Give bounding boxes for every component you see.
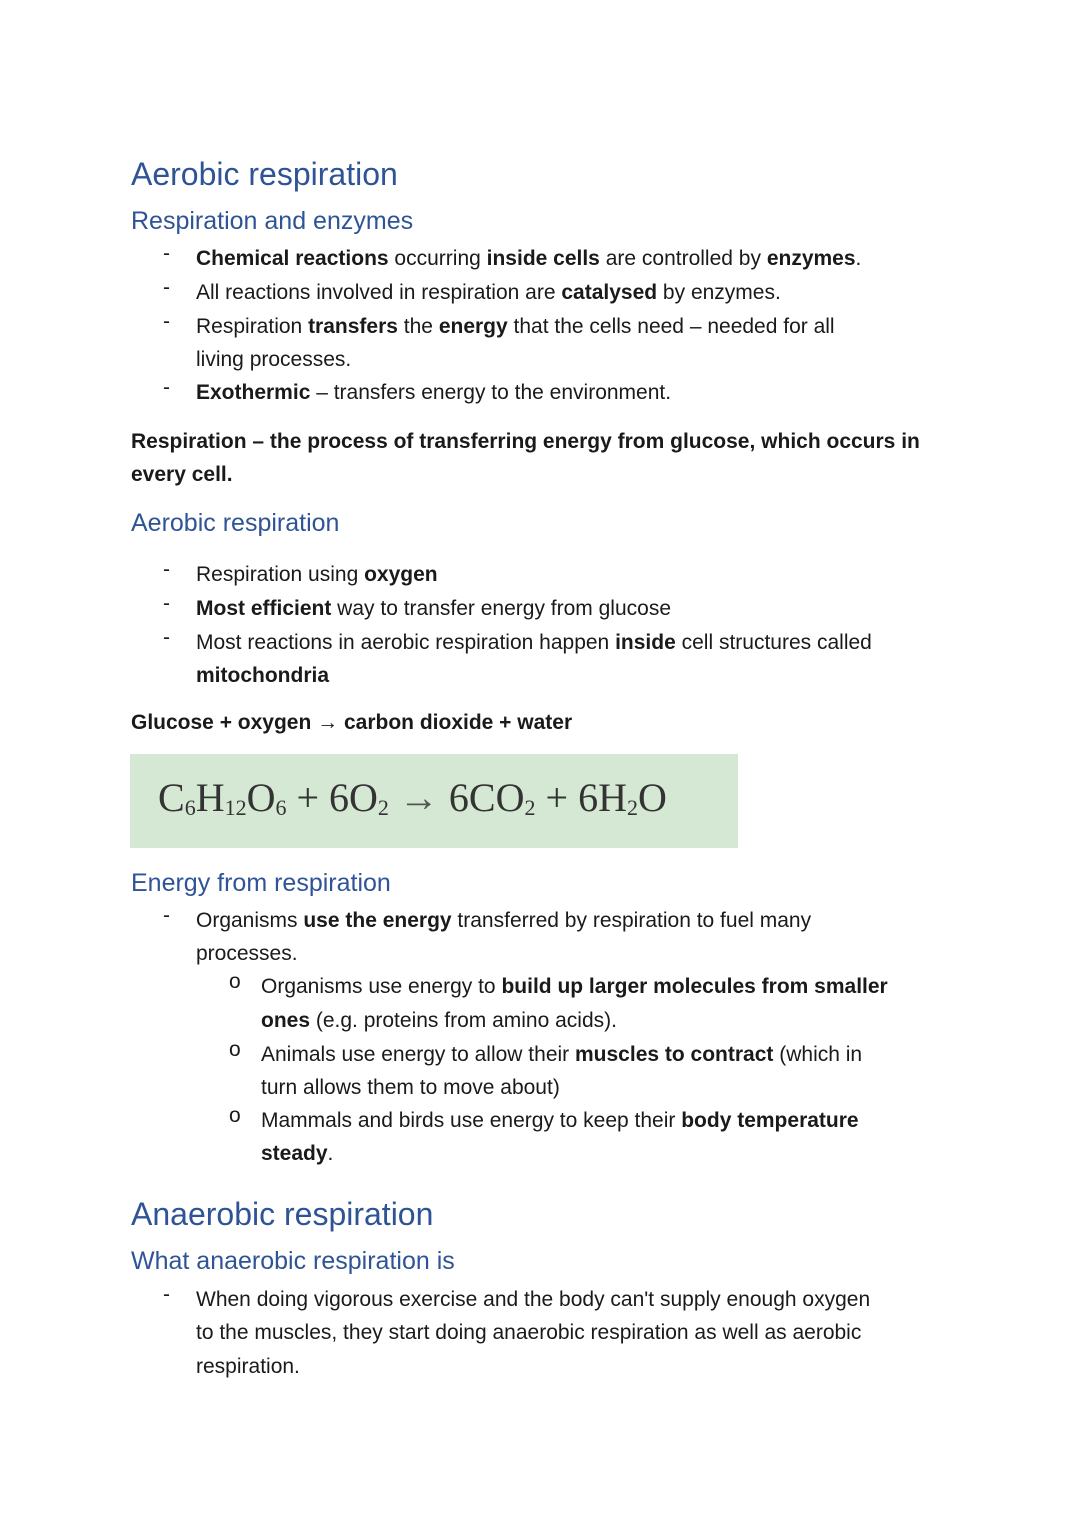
word-equation: Glucose + oxygen → carbon dioxide + water xyxy=(131,711,573,734)
heading-anaerobic-respiration: Anaerobic respiration xyxy=(131,1196,434,1232)
bullet-dash: - xyxy=(163,376,170,399)
sub-bullet-circle: o xyxy=(229,1104,241,1127)
bullet-dash: - xyxy=(163,276,170,299)
bullet-anaerobic-1-cont: to the muscles, they start doing anaerobic respiration as well as aerobic xyxy=(196,1321,862,1344)
subheading-respiration-enzymes: Respiration and enzymes xyxy=(131,207,414,235)
bullet-dash: - xyxy=(163,1283,170,1306)
chemical-equation-box xyxy=(130,754,738,848)
bullet-enzymes-4: Exothermic – transfers energy to the environment. xyxy=(196,381,672,404)
bullet-anaerobic-1: When doing vigorous exercise and the body can't supply enough oxygen xyxy=(196,1288,871,1311)
bullet-aerobic-2: Most efficient way to transfer energy from glucose xyxy=(196,597,671,620)
sub-bullet-energy-1-cont: ones (e.g. proteins from amino acids). xyxy=(261,1009,617,1032)
subheading-energy-from-respiration: Energy from respiration xyxy=(131,869,391,897)
sub-bullet-energy-3: Mammals and birds use energy to keep their body temperature xyxy=(261,1109,859,1132)
sub-bullet-energy-1: Organisms use energy to build up larger molecules from smaller xyxy=(261,975,888,998)
bullet-aerobic-3: Most reactions in aerobic respiration happen inside cell structures called xyxy=(196,631,872,654)
definition-line-1: Respiration – the process of transferring energy from glucose, which occurs in xyxy=(131,430,920,453)
bullet-dash: - xyxy=(163,626,170,649)
bullet-dash: - xyxy=(163,310,170,333)
sub-bullet-energy-3-cont: steady. xyxy=(261,1142,334,1165)
definition-line-2: every cell. xyxy=(131,463,233,486)
bullet-anaerobic-1-cont2: respiration. xyxy=(196,1355,300,1378)
subheading-aerobic-respiration: Aerobic respiration xyxy=(131,509,340,537)
bullet-aerobic-3-cont: mitochondria xyxy=(196,664,330,687)
bullet-dash: - xyxy=(163,904,170,927)
sub-bullet-energy-2-cont: turn allows them to move about) xyxy=(261,1076,560,1099)
bullet-energy-1-cont: processes. xyxy=(196,942,298,965)
bullet-enzymes-3: Respiration transfers the energy that the cells need – needed for all xyxy=(196,315,835,338)
heading-aerobic-respiration: Aerobic respiration xyxy=(131,156,398,192)
bullet-dash: - xyxy=(163,242,170,265)
sub-bullet-circle: o xyxy=(229,1038,241,1061)
bullet-aerobic-1: Respiration using oxygen xyxy=(196,563,438,586)
subheading-what-anaerobic-is: What anaerobic respiration is xyxy=(131,1247,455,1275)
bullet-enzymes-3-cont: living processes. xyxy=(196,348,352,371)
bullet-enzymes-1: Chemical reactions occurring inside cells are controlled by enzymes. xyxy=(196,247,862,270)
bullet-dash: - xyxy=(163,558,170,581)
bullet-enzymes-2: All reactions involved in respiration are catalysed by enzymes. xyxy=(196,281,781,304)
sub-bullet-energy-2: Animals use energy to allow their muscles to contract (which in xyxy=(261,1043,863,1066)
sub-bullet-circle: o xyxy=(229,970,241,993)
chemical-equation: $C_6H_{12}O_6 + 6O_2 \to 6CO_2 + 6H_2O$ xyxy=(158,775,667,820)
bullet-dash: - xyxy=(163,592,170,615)
bullet-energy-1: Organisms use the energy transferred by respiration to fuel many xyxy=(196,909,812,932)
